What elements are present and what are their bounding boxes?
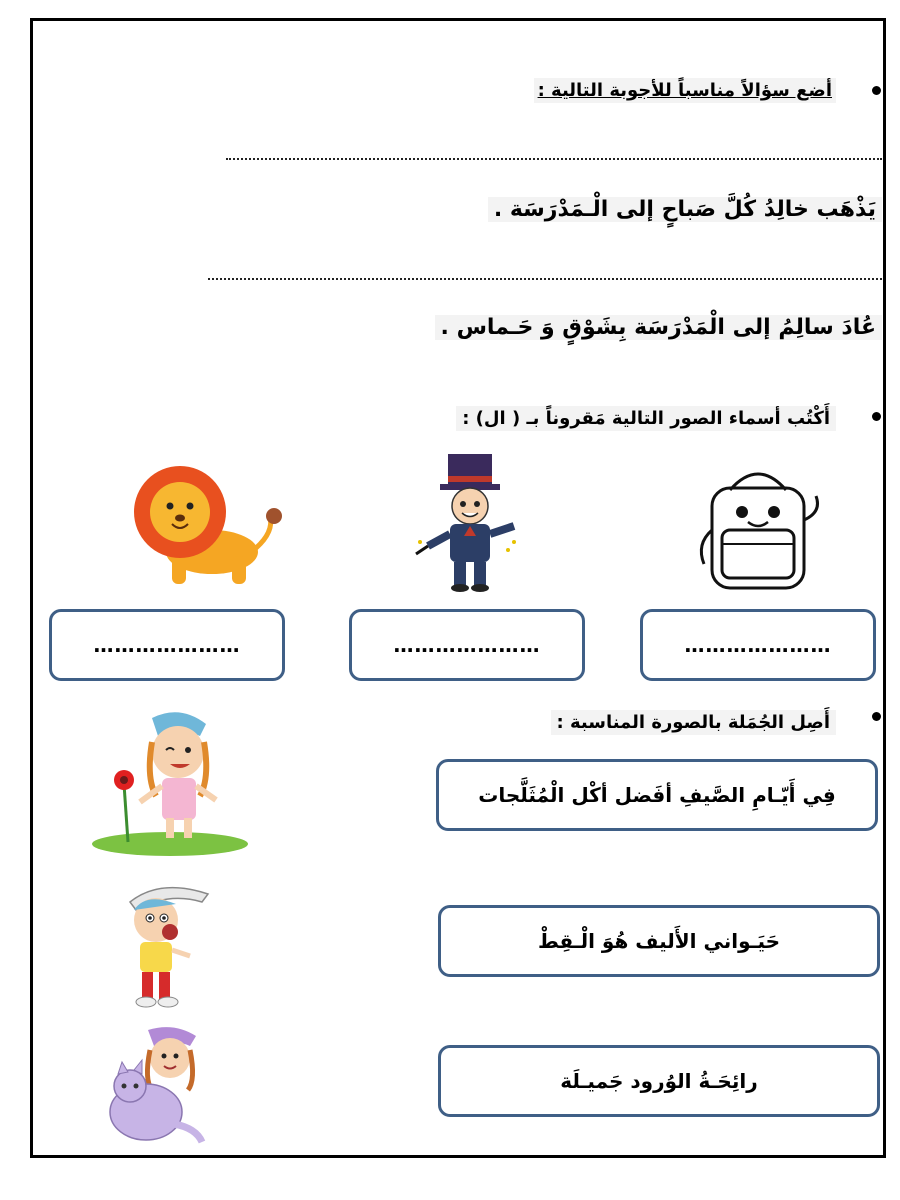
boy-eating-icecream-icon — [112, 880, 212, 1012]
bullet-section3 — [872, 712, 881, 721]
match-sentence-1[interactable]: فِي أَيّـامِ الصَّيفِ أفَضل أكْل الْمُثَلَّجات — [436, 759, 878, 831]
section1-heading: أضع سؤالاً مناسباً للأجوبة التالية : — [534, 78, 836, 103]
answer-line-1[interactable] — [226, 158, 882, 160]
lion-icon — [128, 460, 292, 592]
match-sentence-2[interactable]: حَيَـواني الأَليف هُوَ الْـقِطْ — [438, 905, 880, 977]
section3-heading: أَصِل الجُمَلة بالصورة المناسبة : — [551, 710, 836, 735]
section2-heading: أَكْتُب أسماء الصور التالية مَقروناً بـ ( ال) : — [456, 406, 836, 431]
bullet-section2 — [872, 412, 881, 421]
girl-with-flower-icon — [82, 708, 252, 858]
blank-box-lion[interactable]: ………………… — [49, 609, 285, 681]
magician-icon — [410, 450, 530, 594]
blank-box-backpack[interactable]: ………………… — [640, 609, 876, 681]
bullet-section1 — [872, 86, 881, 95]
match-sentence-3[interactable]: رائِحَـةُ الوُرود جَميـلَة — [438, 1045, 880, 1117]
answer-line-2[interactable] — [208, 278, 882, 280]
blank-box-magician[interactable]: ………………… — [349, 609, 585, 681]
girl-with-cat-icon — [104, 1024, 208, 1146]
answer-sentence-2: عُادَ سالِمُ إلى الْمَدْرَسَة بِشَوْقٍ وَ حَـماس . — [435, 315, 882, 340]
answer-sentence-1: يَذْهَب خالِدُ كُلَّ صَباحٍ إلى الْـمَدْرَسَة . — [488, 197, 882, 222]
backpack-icon — [690, 460, 826, 596]
